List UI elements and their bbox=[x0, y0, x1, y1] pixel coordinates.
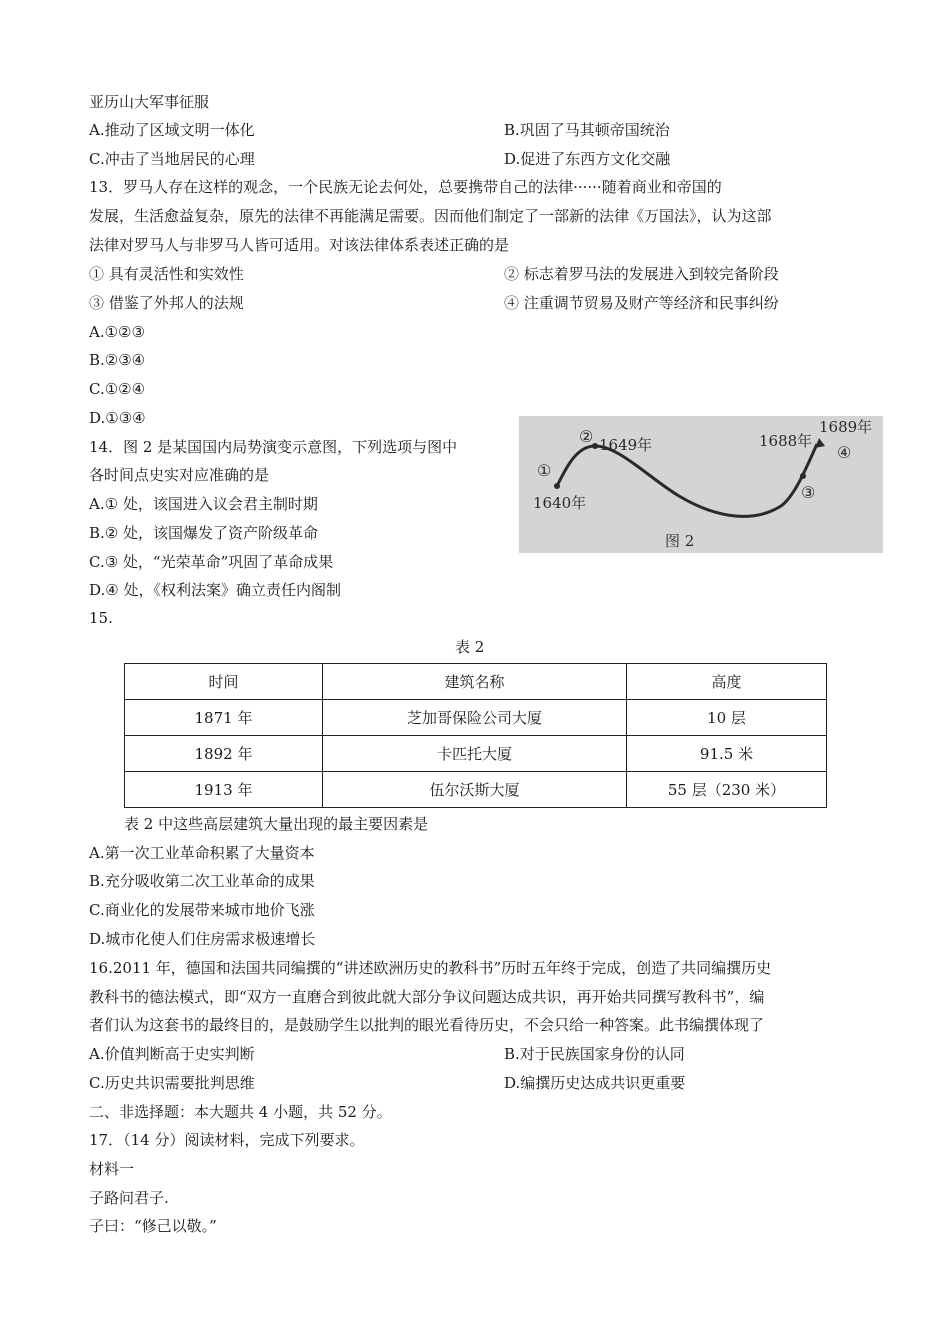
q12-option-a: A.推动了区域文明一体化 bbox=[89, 121, 255, 139]
table-cell: 芝加哥保险公司大厦 bbox=[323, 700, 627, 736]
label-1688: 1688年 bbox=[759, 432, 813, 450]
q16-stem-line3: 者们认为这套书的最终目的，是鼓励学生以批判的眼光看待历史，不会只给一种答案。此书编撰体现了 bbox=[89, 1016, 765, 1034]
q13-option-c: C.①②④ bbox=[89, 380, 146, 398]
q14-option-d: D.④ 处，《权利法案》确立责任内阁制 bbox=[89, 581, 341, 599]
buildings-table bbox=[124, 663, 827, 808]
q14-stem-line2: 各时间点史实对应准确的是 bbox=[89, 466, 270, 484]
table-header-row bbox=[125, 664, 827, 700]
q14-option-b: B.② 处，该国爆发了资产阶级革命 bbox=[89, 524, 319, 542]
q12-option-b: B.巩固了马其顿帝国统治 bbox=[504, 121, 670, 139]
figure-caption: 图 2 bbox=[665, 532, 695, 550]
q17-material-line2: 子曰：“修己以敬。” bbox=[89, 1217, 217, 1235]
q17-material-1-label: 材料一 bbox=[89, 1160, 135, 1178]
table-title: 表 2 bbox=[455, 638, 485, 656]
table-cell: 伍尔沃斯大厦 bbox=[323, 772, 627, 808]
figure-2 bbox=[519, 416, 883, 553]
q14-stem-line1: 14．图 2 是某国国内局势演变示意图，下列选项与图中 bbox=[89, 438, 458, 456]
q17-material-line1: 子路问君子. bbox=[89, 1189, 169, 1207]
arrow-head-icon bbox=[815, 438, 825, 448]
q13-stem-line1: 13．罗马人存在这样的观念，一个民族无论去何处，总要携带自己的法律······随着商业和帝国的 bbox=[89, 178, 722, 196]
table-row bbox=[125, 700, 827, 736]
marker-3: ③ bbox=[801, 483, 816, 502]
q13-option-a: A.①②③ bbox=[89, 323, 145, 341]
table-header-cell: 建筑名称 bbox=[323, 664, 627, 700]
table-cell: 91.5 米 bbox=[627, 736, 827, 772]
q13-statement-3: ③ 借鉴了外邦人的法规 bbox=[89, 294, 244, 312]
intro-text: 亚历山大军事征服 bbox=[89, 93, 210, 111]
q15-option-d: D.城市化使人们住房需求极速增长 bbox=[89, 930, 316, 948]
q15-option-b: B.充分吸收第二次工业革命的成果 bbox=[89, 872, 315, 890]
table-cell: 10 层 bbox=[627, 700, 827, 736]
marker-1: ① bbox=[537, 461, 552, 480]
q17-stem: 17．（14 分）阅读材料，完成下列要求。 bbox=[89, 1131, 365, 1149]
label-1640: 1640年 bbox=[533, 494, 587, 512]
table-header-cell: 高度 bbox=[627, 664, 827, 700]
table-cell: 卡匹托大厦 bbox=[323, 736, 627, 772]
q12-option-d: D.促进了东西方文化交融 bbox=[504, 150, 671, 168]
trend-curve bbox=[557, 444, 817, 516]
q15-option-c: C.商业化的发展带来城市地价飞涨 bbox=[89, 901, 315, 919]
point-1688 bbox=[800, 473, 806, 479]
q15-number: 15. bbox=[89, 609, 113, 627]
section-2-heading: 二、非选择题：本大题共 4 小题，共 52 分。 bbox=[89, 1103, 392, 1121]
q13-statement-2: ② 标志着罗马法的发展进入到较完备阶段 bbox=[504, 265, 779, 283]
q16-option-c: C.历史共识需要批判思维 bbox=[89, 1074, 255, 1092]
table-header-cell: 时间 bbox=[125, 664, 323, 700]
point-1640 bbox=[554, 483, 560, 489]
q13-statement-1: ① 具有灵活性和实效性 bbox=[89, 265, 244, 283]
q13-option-b: B.②③④ bbox=[89, 351, 146, 369]
q13-option-d: D.①③④ bbox=[89, 409, 146, 427]
q16-stem-line1: 16.2011 年，德国和法国共同编撰的“讲述欧洲历史的教科书”历时五年终于完成，创造了共同编撰历史 bbox=[89, 959, 772, 977]
marker-4: ④ bbox=[837, 443, 852, 462]
q13-statement-4: ④ 注重调节贸易及财产等经济和民事纠纷 bbox=[504, 294, 779, 312]
q13-stem-line2: 发展，生活愈益复杂，原先的法律不再能满足需要。因而他们制定了一部新的法律《万国法》，认为这部 bbox=[89, 207, 772, 225]
q13-stem-line3: 法律对罗马人与非罗马人皆可适用。对该法律体系表述正确的是 bbox=[89, 236, 510, 254]
table-row bbox=[125, 736, 827, 772]
marker-2: ② bbox=[579, 427, 594, 446]
q14-option-a: A.① 处，该国进入议会君主制时期 bbox=[89, 495, 318, 513]
q14-option-c: C.③ 处，“光荣革命”巩固了革命成果 bbox=[89, 553, 334, 571]
q16-stem-line2: 教科书的德法模式，即“双方一直磨合到彼此就大部分争议问题达成共识，再开始共同撰写教科书”，编 bbox=[89, 988, 765, 1006]
q16-option-d: D.编撰历史达成共识更重要 bbox=[504, 1074, 686, 1092]
table-row bbox=[125, 772, 827, 808]
q16-option-b: B.对于民族国家身份的认同 bbox=[504, 1045, 685, 1063]
table-cell: 1892 年 bbox=[125, 736, 323, 772]
q15-stem: 表 2 中这些高层建筑大量出现的最主要因素是 bbox=[124, 815, 429, 833]
label-1689: 1689年 bbox=[819, 418, 873, 436]
q16-option-a: A.价值判断高于史实判断 bbox=[89, 1045, 255, 1063]
figure-2-diagram bbox=[519, 416, 883, 553]
label-1649: 1649年 bbox=[599, 436, 653, 454]
q15-option-a: A.第一次工业革命积累了大量资本 bbox=[89, 844, 315, 862]
table-cell: 1871 年 bbox=[125, 700, 323, 736]
q12-option-c: C.冲击了当地居民的心理 bbox=[89, 150, 255, 168]
table-cell: 1913 年 bbox=[125, 772, 323, 808]
table-cell: 55 层（230 米） bbox=[627, 772, 827, 808]
